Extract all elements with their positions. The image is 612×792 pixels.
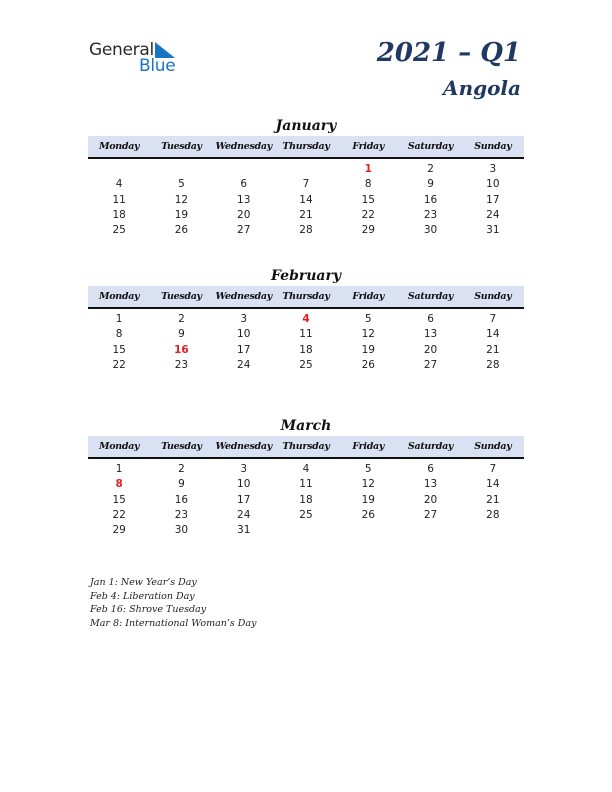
day-cell: 23 — [174, 508, 189, 521]
logo-word-blue: Blue — [139, 56, 176, 76]
day-cell: 5 — [364, 313, 372, 325]
day-cell: 20 — [423, 493, 438, 506]
day-cell: 13 — [237, 193, 251, 206]
day-cell: 11 — [299, 478, 313, 491]
day-grid — [88, 462, 524, 538]
month-february — [88, 266, 524, 373]
weekday-label: Tuesday — [161, 291, 202, 302]
day-cell: 19 — [361, 343, 375, 356]
week-row — [88, 523, 524, 538]
weekday-label: Thursday — [282, 441, 330, 452]
day-cell: 11 — [112, 193, 126, 206]
day-cell: 25 — [112, 224, 126, 237]
weekday-label: Wednesday — [215, 441, 272, 452]
day-cell: 14 — [299, 193, 313, 206]
day-cell: 10 — [237, 328, 251, 341]
week-row — [88, 223, 524, 238]
weekday-label: Friday — [352, 141, 385, 152]
weekday-label: Friday — [352, 441, 385, 452]
day-cell: 18 — [112, 208, 126, 221]
day-cell: 29 — [112, 524, 126, 537]
day-cell: 24 — [486, 208, 500, 221]
day-cell: 10 — [486, 178, 500, 191]
country-subtitle: Angola — [443, 76, 521, 100]
day-cell: 24 — [237, 358, 251, 371]
month-january — [88, 116, 524, 238]
weekday-label: Sunday — [474, 441, 512, 452]
day-cell: 12 — [174, 193, 189, 206]
day-cell: 4 — [115, 178, 123, 191]
day-cell: 28 — [299, 224, 313, 237]
holiday-note: Mar 8: International Woman’s Day — [90, 618, 257, 630]
day-cell: 27 — [423, 358, 438, 371]
day-cell: 17 — [237, 343, 251, 356]
week-row — [88, 493, 524, 508]
day-cell: 9 — [427, 178, 434, 191]
day-cell: 7 — [489, 313, 497, 325]
week-row — [88, 327, 524, 342]
empty-day-cell — [337, 523, 399, 538]
day-cell: 31 — [486, 224, 500, 237]
weekday-label: Monday — [99, 141, 140, 152]
day-grid — [88, 312, 524, 373]
month-title: March — [280, 418, 332, 434]
page-title: 2021 – Q1 — [376, 38, 521, 68]
holiday-day-cell: 8 — [115, 478, 123, 491]
week-row — [88, 508, 524, 523]
empty-day-cell — [399, 523, 461, 538]
week-row — [88, 162, 524, 177]
day-cell: 28 — [486, 508, 500, 521]
weekday-label: Friday — [352, 291, 385, 302]
month-title: January — [275, 118, 337, 134]
day-cell: 15 — [112, 343, 126, 356]
day-cell: 4 — [302, 463, 310, 475]
weekday-label: Tuesday — [161, 141, 202, 152]
day-cell: 10 — [237, 478, 251, 491]
day-cell: 6 — [427, 463, 434, 475]
empty-day-cell — [275, 523, 337, 538]
day-cell: 19 — [174, 208, 189, 221]
day-cell: 12 — [361, 478, 375, 491]
empty-day-cell — [150, 162, 212, 177]
day-cell: 3 — [489, 163, 497, 175]
day-cell: 20 — [237, 208, 251, 221]
day-cell: 16 — [423, 193, 438, 206]
day-cell: 21 — [486, 343, 500, 356]
holiday-notes — [90, 576, 256, 631]
weekday-header — [88, 136, 524, 159]
week-row — [88, 477, 524, 492]
day-cell: 30 — [174, 524, 189, 537]
weekday-label: Saturday — [407, 291, 454, 302]
day-cell: 7 — [489, 463, 497, 475]
weekday-label: Monday — [99, 291, 140, 302]
day-cell: 1 — [115, 463, 123, 475]
day-cell: 8 — [115, 328, 123, 341]
week-row — [88, 343, 524, 358]
day-cell: 26 — [361, 508, 375, 521]
weekday-label: Monday — [99, 441, 140, 452]
week-row — [88, 312, 524, 327]
day-cell: 18 — [299, 343, 313, 356]
day-cell: 22 — [112, 358, 126, 371]
day-cell: 30 — [423, 224, 438, 237]
day-cell: 31 — [237, 524, 251, 537]
day-cell: 17 — [237, 493, 251, 506]
holiday-day-cell: 4 — [302, 313, 310, 325]
day-cell: 13 — [423, 328, 438, 341]
day-cell: 1 — [115, 313, 123, 325]
day-cell: 16 — [174, 493, 189, 506]
holiday-day-cell: 16 — [174, 343, 189, 356]
day-cell: 12 — [361, 328, 375, 341]
day-cell: 21 — [299, 208, 313, 221]
weekday-label: Saturday — [407, 441, 454, 452]
day-grid — [88, 162, 524, 238]
day-cell: 25 — [299, 358, 313, 371]
week-row — [88, 177, 524, 192]
day-cell: 29 — [361, 224, 375, 237]
day-cell: 28 — [486, 358, 500, 371]
day-cell: 26 — [174, 224, 189, 237]
day-cell: 23 — [423, 208, 438, 221]
empty-day-cell — [462, 523, 524, 538]
day-cell: 27 — [423, 508, 438, 521]
day-cell: 2 — [178, 463, 185, 475]
day-cell: 19 — [361, 493, 375, 506]
day-cell: 23 — [174, 358, 189, 371]
day-cell: 7 — [302, 178, 310, 191]
day-cell: 9 — [178, 478, 185, 491]
empty-day-cell — [88, 162, 150, 177]
weekday-label: Sunday — [474, 291, 512, 302]
weekday-label: Wednesday — [215, 291, 272, 302]
empty-day-cell — [213, 162, 275, 177]
weekday-label: Thursday — [282, 141, 330, 152]
weekday-header — [88, 286, 524, 309]
logo-word-general: General — [89, 40, 154, 60]
month-title: February — [270, 268, 341, 284]
weekday-label: Sunday — [474, 141, 512, 152]
day-cell: 20 — [423, 343, 438, 356]
weekday-label: Saturday — [407, 141, 454, 152]
day-cell: 15 — [361, 193, 375, 206]
holiday-day-cell: 1 — [364, 163, 372, 175]
day-cell: 22 — [361, 208, 375, 221]
day-cell: 18 — [299, 493, 313, 506]
day-cell: 17 — [486, 193, 500, 206]
day-cell: 6 — [427, 313, 434, 325]
month-march — [88, 416, 524, 538]
day-cell: 24 — [237, 508, 251, 521]
day-cell: 3 — [240, 313, 248, 325]
day-cell: 11 — [299, 328, 313, 341]
day-cell: 2 — [427, 163, 434, 175]
day-cell: 25 — [299, 508, 313, 521]
week-row — [88, 462, 524, 477]
week-row — [88, 358, 524, 373]
day-cell: 21 — [486, 493, 500, 506]
weekday-header — [88, 436, 524, 459]
day-cell: 9 — [178, 328, 185, 341]
day-cell: 14 — [486, 478, 500, 491]
day-cell: 5 — [364, 463, 372, 475]
day-cell: 5 — [178, 178, 185, 191]
day-cell: 2 — [178, 313, 185, 325]
day-cell: 3 — [240, 463, 248, 475]
day-cell: 6 — [240, 178, 248, 191]
brand-logo — [89, 40, 189, 76]
weekday-label: Thursday — [282, 291, 330, 302]
holiday-note: Feb 4: Liberation Day — [90, 590, 195, 602]
day-cell: 13 — [423, 478, 438, 491]
day-cell: 14 — [486, 328, 500, 341]
holiday-note: Feb 16: Shrove Tuesday — [90, 604, 207, 616]
day-cell: 27 — [237, 224, 251, 237]
day-cell: 22 — [112, 508, 126, 521]
week-row — [88, 208, 524, 223]
day-cell: 8 — [364, 178, 372, 191]
day-cell: 26 — [361, 358, 375, 371]
empty-day-cell — [275, 162, 337, 177]
week-row — [88, 193, 524, 208]
day-cell: 15 — [112, 493, 126, 506]
weekday-label: Tuesday — [161, 441, 202, 452]
weekday-label: Wednesday — [215, 141, 272, 152]
holiday-note: Jan 1: New Year’s Day — [90, 577, 197, 588]
